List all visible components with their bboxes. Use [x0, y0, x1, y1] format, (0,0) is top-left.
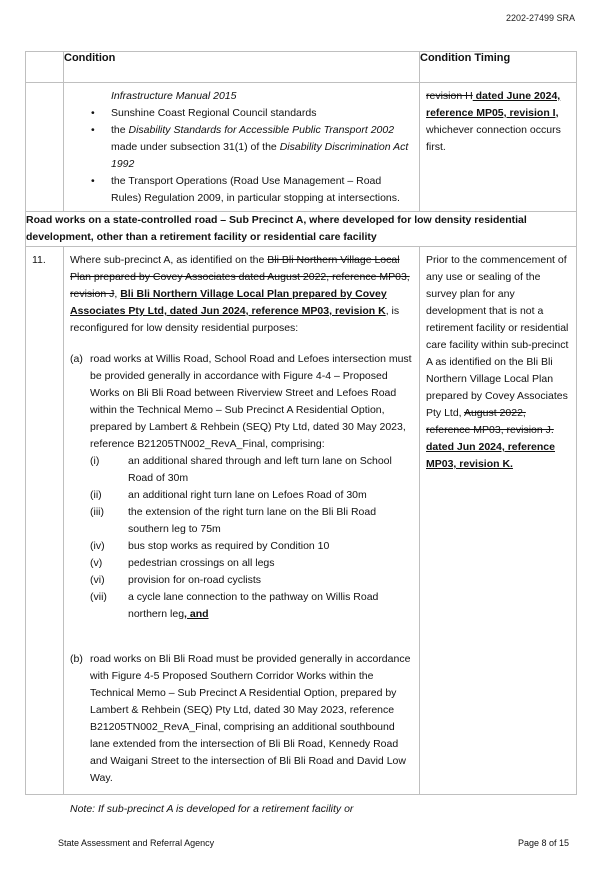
struck-text: August 2022, reference MP03, revision J. [426, 407, 554, 436]
condition-note: Note: If sub-precinct A is developed for a retirement facility or [70, 803, 354, 815]
list-item: (vi) provision for on-road cyclists [90, 574, 262, 586]
list-item: (ii) an additional right turn lane on Lefoes Road of 30m [90, 489, 367, 501]
condition-intro: Where sub-precinct A, as identified on the Bli Bli Northern Village Local Plan prepared by Covey Associates dated August 2022, reference MP03, revision J, Bli Bli Northern Village Local Plan prepared by Covey Associates Pty Ltd, dated Jun 2024, reference MP03, revision K, is reconfigured for low density residential purposes: [70, 254, 410, 334]
bullet-icon: • [91, 175, 95, 187]
list-item: • the Transport Operations (Road Use Management – Road Rules) Regulation 2009, in particular stopping at intersections. [91, 175, 400, 204]
list-item: (iv) bus stop works as required by Condition 10 [90, 540, 330, 552]
conditions-table [25, 51, 577, 815]
standards-list [70, 105, 413, 207]
amended-text: dated Jun 2024, reference MP03, revision K. [426, 441, 555, 470]
timing-cell: revision H dated June 2024, reference MP05, revision I, whichever connection occurs first. [420, 83, 577, 212]
item-a: (a) road works at Willis Road, School Road and Lefoes intersection must be provided generally in accordance with Figure 4-4 – Proposed Works on Bli Bli Road between Riverview Street and Lefoes Road within the Technical Memo – Sub Precinct A Residential Option, prepared by Lambert & Rehbein (SEQ) Pty Ltd, dated 30 May 2023, reference B21205TN002_RevA_Final, comprising: [70, 353, 412, 450]
section-heading-row [26, 212, 577, 247]
list-item: • Sunshine Coast Regional Council standards [70, 105, 413, 122]
list-item: (i) an additional shared through and left turn lane on School Road of 30m [90, 455, 392, 484]
roman-list [70, 453, 413, 623]
list-item: (vii) a cycle lane connection to the pathway on Willis Road northern leg, and [90, 591, 379, 620]
list-item: (v) pedestrian crossings on all legs [90, 557, 275, 569]
timing-cell: Prior to the commencement of any use or sealing of the survey plan for any development that is not a retirement facility or residential care facility within sub-precinct A as identified on the Bli Bli Northern Village Local Plan prepared by Covey Associates Pty Ltd, August 2022, reference MP03, revision J. dated Jun 2024, reference MP03, revision K. [420, 247, 577, 795]
header-condition: Condition [64, 52, 420, 83]
condition-number: 11. [32, 254, 46, 266]
item-b: (b) road works on Bli Bli Road must be provided generally in accordance with Figure 4-5 Proposed Southern Corridor Works within the Technical Memo – Sub Precinct A Residential Option, prepared by Lambert & Rehbein (SEQ) Pty Ltd, dated 30 May 2023, reference B21205TN002_RevA_Final, comprising an additional southbound lane extended from the intersection of Bli Bli Road, Kennedy Road and Waigani Street to the intersection of Bli Bli Road and David Low Way. [70, 653, 411, 784]
continued-text: Infrastructure Manual 2015 [111, 90, 237, 102]
amended-text: Bli Bli Northern Village Local Plan prepared by Covey Associates Pty Ltd, dated Jun 2024, reference MP03, revision K [70, 288, 387, 317]
table-row [26, 83, 577, 212]
list-item: • the Disability Standards for Accessible Public Transport 2002 made under subsection 31(1) of the Disability Discrimination Act 1992 [91, 124, 409, 170]
struck-text: Bli Bli Northern Village Local Plan prepared by Covey Associates dated August 2022, reference MP03, revision J [70, 254, 410, 300]
table-row [26, 247, 577, 795]
amended-text: dated June 2024, reference MP05, revision I, [426, 90, 561, 119]
struck-text: revision H [426, 90, 473, 102]
condition-cell [64, 83, 420, 212]
bullet-icon: • [91, 124, 95, 136]
header-number-cell [26, 52, 64, 83]
list-item: (iii) the extension of the right turn lane on the Bli Bli Road southern leg to 75m [90, 506, 377, 535]
document-reference: 2202-27499 SRA [505, 13, 575, 23]
condition-cell [64, 247, 420, 815]
section-heading: Road works on a state-controlled road – Sub Precinct A, where developed for low density residential development, other than a retirement facility or residential care facility [26, 212, 577, 247]
number-cell [26, 247, 64, 795]
number-cell [26, 83, 64, 212]
bullet-icon: • [91, 107, 95, 119]
footer-agency: State Assessment and Referral Agency [58, 838, 215, 848]
amended-text: , and [184, 608, 209, 620]
page-number: Page 8 of 15 [517, 838, 569, 848]
header-condition-timing: Condition Timing [420, 52, 577, 83]
table-header-row [26, 52, 577, 83]
